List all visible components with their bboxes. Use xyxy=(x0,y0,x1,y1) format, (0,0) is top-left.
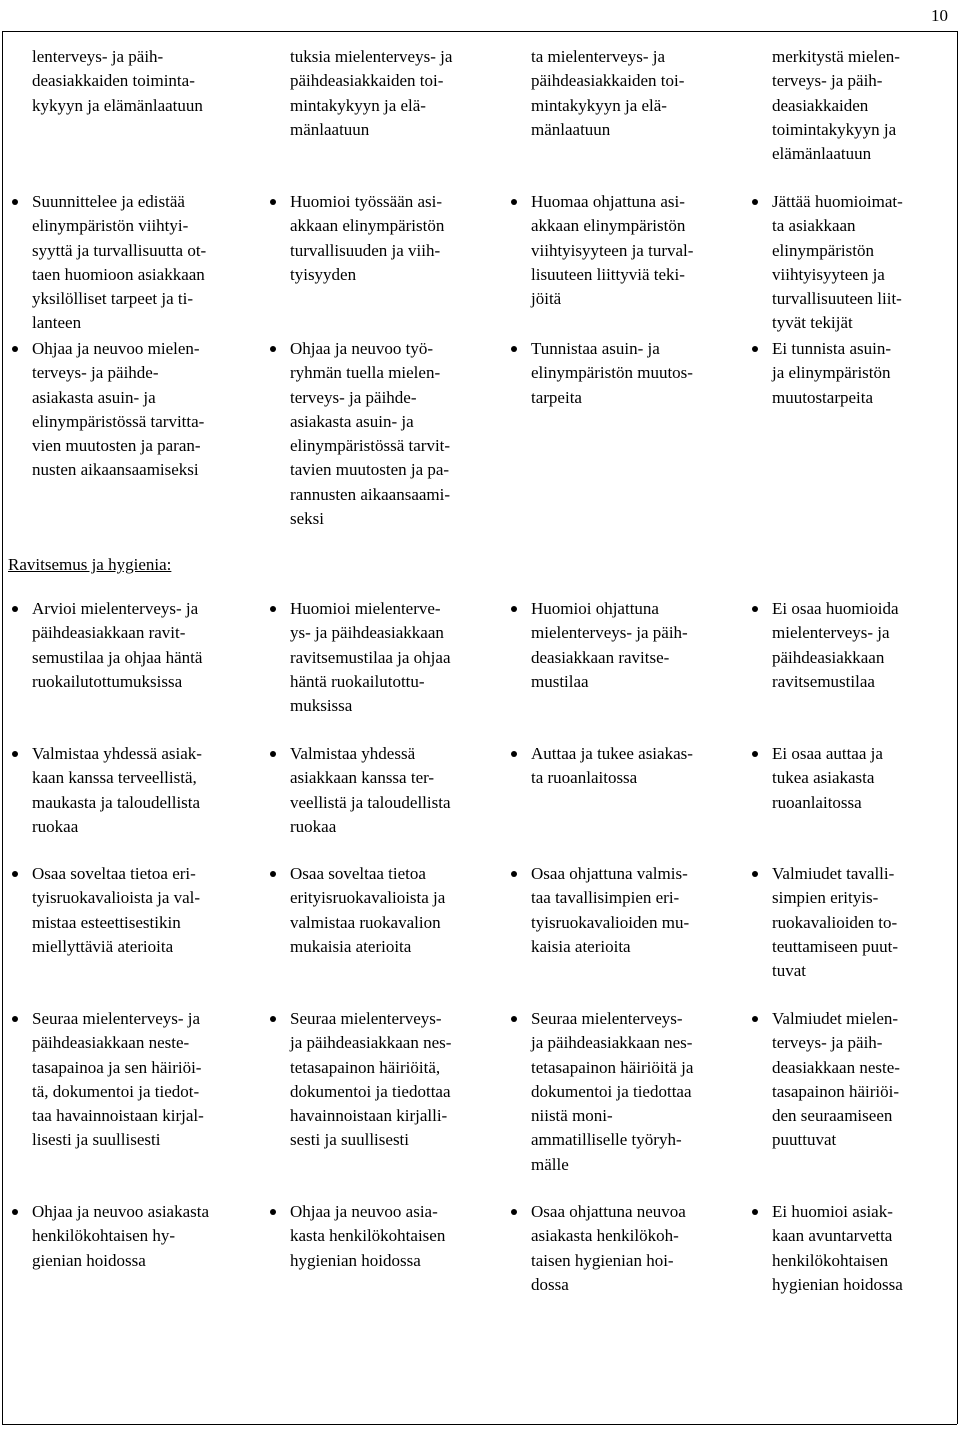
criterion-text: Osaa ohjattuna valmis- taa tavallisimpien eri- tyisruokavalioiden mu- kaisia aterioita xyxy=(531,864,690,956)
bullet-icon xyxy=(752,1016,758,1022)
criterion-text: Arvioi mielenterveys- ja päihdeasiakkaan ravit- semustilaa ja ohjaa häntä ruokailutottumuksissa xyxy=(32,599,203,691)
header-cell-fail: merkitystä mielen- terveys- ja päih- deasiakkaiden toimintakykyyn ja elämänlaatuun xyxy=(772,47,900,164)
bullet-icon xyxy=(511,1016,517,1022)
criterion-text: Auttaa ja tukee asiakas- ta ruoanlaitossa xyxy=(531,744,693,788)
bullet-icon xyxy=(12,871,18,877)
bullet-icon xyxy=(511,751,517,757)
bullet-icon xyxy=(270,1209,276,1215)
criterion-text: Valmiudet mielen- terveys- ja päih- deasiakkaan neste- tasapainon häiriöi- den seuraamiseen puuttuvat xyxy=(772,1009,900,1150)
bullet-icon xyxy=(270,1016,276,1022)
bullet-icon xyxy=(12,1209,18,1215)
criterion-text: Seuraa mielenterveys- ja päihdeasiakkaan nes- tetasapainon häiriöitä ja dokumentoi ja tiedottaa niistä moni- ammatilliselle työryh- mälle xyxy=(531,1009,694,1174)
criterion-text: Ei huomioi asiak- kaan avuntarvetta henkilökohtaisen hygienian hoidossa xyxy=(772,1202,903,1294)
criterion-text: Tunnistaa asuin- ja elinympäristön muutos- tarpeita xyxy=(531,339,693,407)
bullet-icon xyxy=(12,606,18,612)
criterion-text: Ohjaa ja neuvoo työ- ryhmän tuella mielen- terveys- ja päihde- asiakasta asuin- ja elinympäristössä tarvit- tavien muutosten ja pa- rannusten aikaansaami- seksi xyxy=(290,339,451,529)
header-cell-good: tuksia mielenterveys- ja päihdeasiakkaiden toi- mintakykyyn ja elä- mänlaatuun xyxy=(290,47,453,139)
bullet-icon xyxy=(511,1209,517,1215)
bullet-icon xyxy=(752,871,758,877)
bullet-icon xyxy=(752,346,758,352)
criterion-text: Seuraa mielenterveys- ja päihdeasiakkaan nes- tetasapainon häiriöitä, dokumentoi ja tiedottaa havainnoistaan kirjalli- sesti ja suullisesti xyxy=(290,1009,452,1150)
bottom-rule xyxy=(2,1424,957,1425)
bullet-icon xyxy=(511,199,517,205)
bullet-icon xyxy=(12,751,18,757)
criterion-text: Huomioi mielenterve- ys- ja päihdeasiakkaan ravitsemustilaa ja ohjaa häntä ruokailutottu- muksissa xyxy=(290,599,451,716)
bullet-icon xyxy=(270,606,276,612)
criterion-text: Suunnittelee ja edistää elinympäristön viihtyi- syyttä ja turvallisuutta ot- taen huomioon asiakkaan yksilölliset tarpeet ja ti- lanteen xyxy=(32,192,207,333)
criterion-text: Seuraa mielenterveys- ja päihdeasiakkaan neste- tasapainoa ja sen häiriöi- tä, dokumentoi ja tiedot- taa havainnoistaan kirjal- lisesti ja suullisesti xyxy=(32,1009,204,1150)
criterion-text: Huomaa ohjattuna asi- akkaan elinympäristön viihtyisyyteen ja turval- lisuuteen liittyviä teki- jöitä xyxy=(531,192,694,309)
criterion-text: Valmistaa yhdessä asiakkaan kanssa ter- veellistä ja taloudellista ruokaa xyxy=(290,744,451,836)
criterion-text: Valmiudet tavalli- simpien erityis- ruokavalioiden to- teuttamiseen puut- tuvat xyxy=(772,864,899,981)
bullet-icon xyxy=(270,871,276,877)
criterion-text: Ei osaa huomioida mielenterveys- ja päihdeasiakkaan ravitsemustilaa xyxy=(772,599,899,691)
bullet-icon xyxy=(12,346,18,352)
header-cell-satisfactory: ta mielenterveys- ja päihdeasiakkaiden toi- mintakykyyn ja elä- mänlaatuun xyxy=(531,47,685,139)
criterion-text: Osaa soveltaa tietoa erityisruokavalioista ja valmistaa ruokavalion mukaisia aterioita xyxy=(290,864,446,956)
top-rule xyxy=(2,31,957,32)
section-title: Ravitsemus ja hygienia: xyxy=(8,555,172,574)
bullet-icon xyxy=(752,199,758,205)
criterion-text: Osaa soveltaa tietoa eri- tyisruokavalioista ja val- mistaa esteettisestikin miellyttäviä aterioita xyxy=(32,864,201,956)
bullet-icon xyxy=(752,1209,758,1215)
page-number: 10 xyxy=(931,6,948,25)
bullet-icon xyxy=(270,751,276,757)
bullet-icon xyxy=(511,871,517,877)
criterion-text: Ei osaa auttaa ja tukea asiakasta ruoanlaitossa xyxy=(772,744,883,812)
criterion-text: Osaa ohjattuna neuvoa asiakasta henkilökoh- taisen hygienian hoi- dossa xyxy=(531,1202,686,1294)
bullet-icon xyxy=(511,346,517,352)
bullet-icon xyxy=(270,199,276,205)
criterion-text: Ohjaa ja neuvoo mielen- terveys- ja päihde- asiakasta asuin- ja elinympäristössä tarvitta- vien muutosten ja paran- nusten aikaansaamiseksi xyxy=(32,339,205,480)
criterion-text: Huomioi ohjattuna mielenterveys- ja päih- deasiakkaan ravitse- mustilaa xyxy=(531,599,688,691)
bullet-icon xyxy=(752,606,758,612)
bullet-icon xyxy=(270,346,276,352)
bullet-icon xyxy=(511,606,517,612)
bullet-icon xyxy=(12,1016,18,1022)
header-cell-excellent: lenterveys- ja päih- deasiakkaiden toiminta- kykyyn ja elämänlaatuun xyxy=(32,47,203,115)
criterion-text: Ohjaa ja neuvoo asiakasta henkilökohtaisen hy- gienian hoidossa xyxy=(32,1202,210,1270)
bullet-icon xyxy=(12,199,18,205)
criterion-text: Ei tunnista asuin- ja elinympäristön muutostarpeita xyxy=(772,339,891,407)
criterion-text: Huomioi työssään asi- akkaan elinympäristön turvallisuuden ja viih- tyisyyden xyxy=(290,192,445,284)
criterion-text: Jättää huomioimat- ta asiakkaan elinympäristön viihtyisyyteen ja turvallisuuteen liit- tyvät tekijät xyxy=(772,192,903,333)
criterion-text: Valmistaa yhdessä asiak- kaan kanssa terveellistä, maukasta ja taloudellista ruokaa xyxy=(32,744,202,836)
bullet-icon xyxy=(752,751,758,757)
left-rule xyxy=(2,31,3,1424)
criterion-text: Ohjaa ja neuvoo asia- kasta henkilökohtaisen hygienian hoidossa xyxy=(290,1202,446,1270)
